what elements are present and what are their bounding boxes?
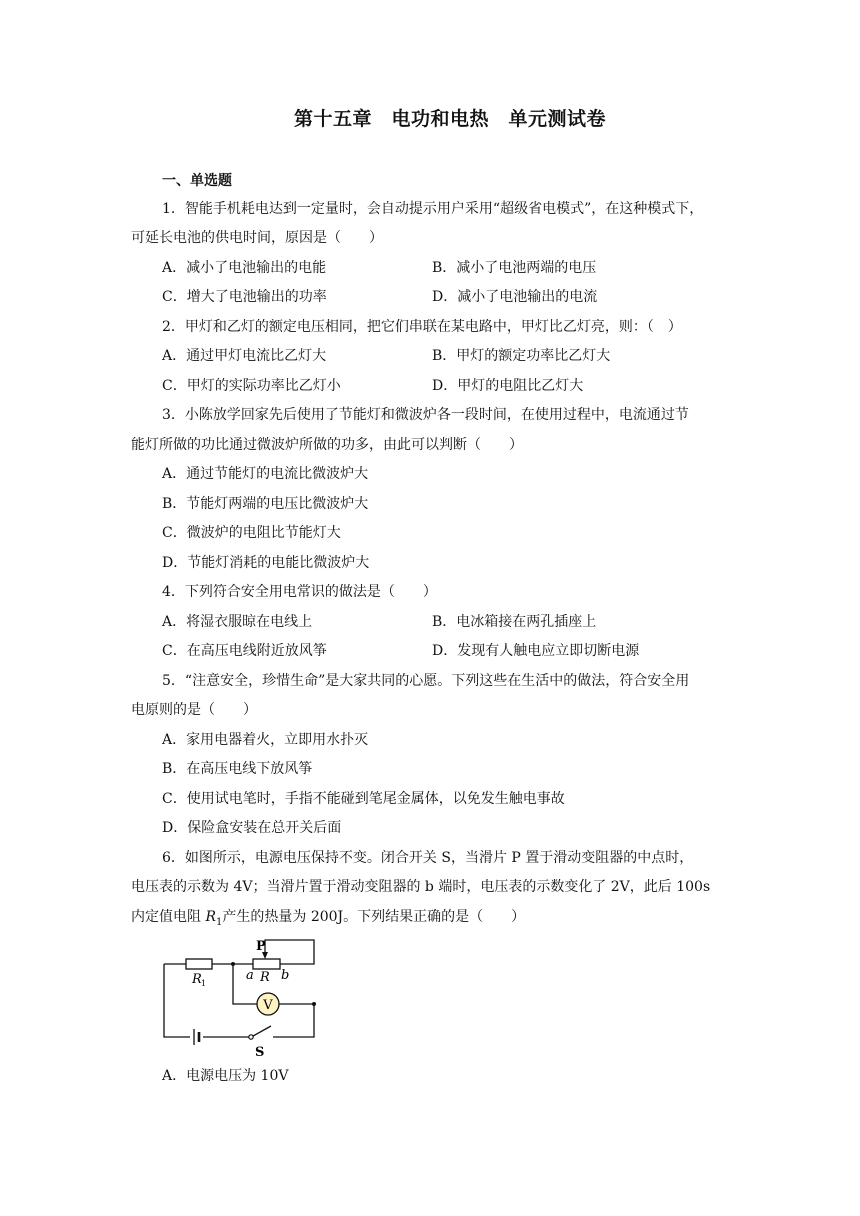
question-6-stem-line-2: 电压表的示数为 4V；当滑片置于滑动变阻器的 b 端时，电压表的示数变化了 2V，此后 100s <box>131 879 711 895</box>
switch-pivot <box>249 1035 253 1039</box>
resistor-symbol: R <box>205 909 216 925</box>
stem-text-post: 产生的热量为 200J。下列结果正确的是（ ） <box>222 909 526 925</box>
label-s: S <box>255 1045 265 1060</box>
question-3-option-a: A．通过节能灯的电流比微波炉大 <box>162 466 369 482</box>
question-4-option-c: C．在高压电线附近放风筝 <box>162 643 327 659</box>
wire-left-bottom <box>164 964 190 1037</box>
question-3-option-b: B．节能灯两端的电压比微波炉大 <box>162 496 369 512</box>
question-5-stem-line-2: 电原则的是（ ） <box>131 702 257 718</box>
label-p: P <box>256 939 266 954</box>
question-2-option-a: A．通过甲灯电流比乙灯大 <box>162 348 327 364</box>
question-5-option-a: A．家用电器着火，立即用水扑灭 <box>162 732 369 748</box>
question-1-option-c: C．增大了电池输出的功率 <box>162 289 327 305</box>
label-r1: R <box>192 972 202 987</box>
question-3-stem-line-1: 3．小陈放学回家先后使用了节能灯和微波炉各一段时间，在使用过程中，电流通过节 <box>162 407 689 423</box>
wire-bottom-right <box>273 1004 314 1037</box>
question-1-stem-line-2: 可延长电池的供电时间，原因是（ ） <box>131 230 383 246</box>
page-title: 第十五章 电功和电热 单元测试卷 <box>293 108 606 130</box>
question-2-option-d: D．甲灯的电阻比乙灯大 <box>432 378 584 394</box>
question-5-option-c: C．使用试电笔时，手指不能碰到笔尾金属体，以免发生触电事故 <box>162 791 565 807</box>
voltmeter-label: V <box>263 998 273 1013</box>
question-1-option-b: B．减小了电池两端的电压 <box>432 260 597 276</box>
rheostat-shape <box>253 959 280 969</box>
question-2-option-c: C．甲灯的实际功率比乙灯小 <box>162 378 341 394</box>
question-2-option-b: B．甲灯的额定功率比乙灯大 <box>432 348 611 364</box>
question-1-option-a: A．减小了电池输出的电能 <box>162 260 327 276</box>
section-heading: 一、单选题 <box>162 173 232 189</box>
question-4-option-b: B．电冰箱接在两孔插座上 <box>432 614 597 630</box>
circuit-diagram <box>150 936 330 1060</box>
label-r1-sub: 1 <box>201 979 207 988</box>
question-3-stem-line-2: 能灯所做的功比通过微波炉所做的功多，由此可以判断（ ） <box>131 437 523 453</box>
label-a: a <box>246 968 254 983</box>
resistor-subscript: 1 <box>216 916 223 928</box>
label-r: R <box>260 970 270 985</box>
question-5-stem-line-1: 5．“注意安全，珍惜生命”是大家共同的心愿。下列这些在生活中的做法，符合安全用 <box>162 673 690 689</box>
question-6-stem-line-1: 6．如图所示，电源电压保持不变。闭合开关 S，当滑片 P 置于滑动变阻器的中点时， <box>162 850 694 866</box>
question-2-stem-line-1: 2．甲灯和乙灯的额定电压相同，把它们串联在某电路中，甲灯比乙灯亮，则：（ ） <box>162 319 682 335</box>
stem-text-pre: 内定值电阻 <box>131 909 206 925</box>
question-6-option-a: A．电源电压为 10V <box>162 1068 289 1084</box>
question-3-option-c: C．微波炉的电阻比节能灯大 <box>162 525 341 541</box>
label-b: b <box>281 968 290 983</box>
question-1-option-d: D．减小了电池输出的电流 <box>432 289 598 305</box>
question-4-option-a: A．将湿衣服晾在电线上 <box>162 614 313 630</box>
junction-right <box>312 1002 316 1006</box>
question-3-option-d: D．节能灯消耗的电能比微波炉大 <box>162 555 370 571</box>
question-1-stem-line-1: 1．智能手机耗电达到一定量时，会自动提示用户采用“超级省电模式”，在这种模式下， <box>162 201 704 217</box>
question-5-option-d: D．保险盒安装在总开关后面 <box>162 820 342 836</box>
question-4-stem-line-1: 4．下列符合安全用电常识的做法是（ ） <box>162 584 437 600</box>
question-5-option-b: B．在高压电线下放风筝 <box>162 761 313 777</box>
resistor-r1-shape <box>186 959 212 969</box>
question-6-stem-line-3 <box>131 908 525 932</box>
question-4-option-d: D．发现有人触电应立即切断电源 <box>432 643 640 659</box>
junction-a <box>231 962 235 966</box>
switch-lever-icon <box>253 1026 271 1036</box>
